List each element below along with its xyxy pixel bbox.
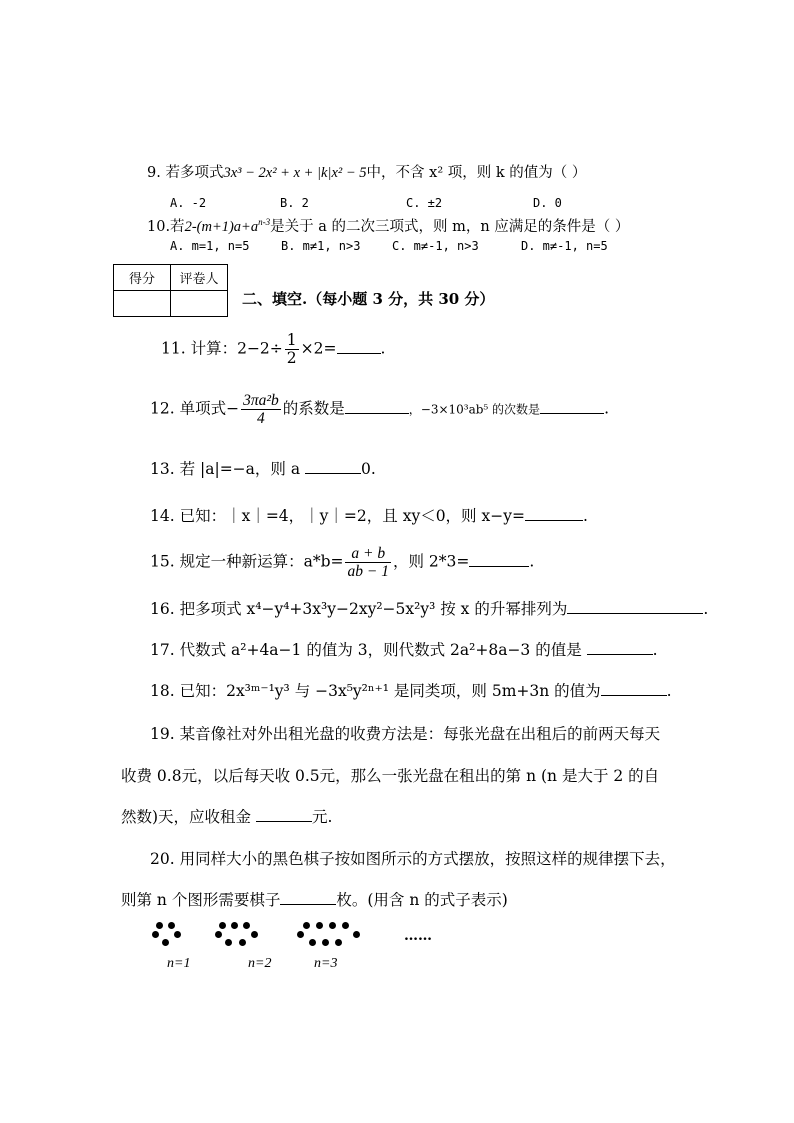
q10-text bbox=[147, 215, 629, 236]
figure-n2 bbox=[215, 922, 263, 946]
piece-dot bbox=[243, 922, 250, 929]
piece-dot bbox=[322, 939, 329, 946]
q10-option-c: C. m≠-1, n>3 bbox=[392, 239, 479, 253]
q15-suffix: ，则 2*3= bbox=[392, 552, 470, 571]
q13-suffix: 0. bbox=[361, 460, 376, 478]
q10-suffix: 是关于 a 的二次三项式，则 m，n 应满足的条件是（ ） bbox=[270, 219, 630, 235]
q17-answer-blank[interactable] bbox=[587, 640, 653, 655]
q20-line2 bbox=[121, 888, 508, 910]
q19-line1: 19. 某音像社对外出租光盘的收费方法是：每张光盘在出租后的前两天每天 bbox=[150, 725, 661, 743]
q9-option-b: B. 2 bbox=[280, 196, 309, 210]
q13-answer-blank[interactable] bbox=[305, 459, 361, 474]
q16-text: 16. 把多项式 x⁴−y⁴+3x³y−2xy²−5x²y³ 按 x 的升幂排列为 . bbox=[150, 600, 709, 618]
q13-text bbox=[150, 457, 376, 479]
q9-option-c: C. ±2 bbox=[406, 196, 443, 210]
q9-text bbox=[147, 161, 586, 182]
q11-denominator: 2 bbox=[286, 349, 297, 368]
figure-label-n3: n=3 bbox=[314, 956, 338, 971]
figure-n3 bbox=[297, 922, 369, 946]
q15-prefix: 15. 规定一种新运算：a*b= bbox=[150, 552, 344, 571]
q11-text: 11. 计算：2−2÷ $\frac{1}{2}$ ×2= . bbox=[161, 331, 386, 368]
q12-prefix: 12. 单项式− bbox=[150, 399, 240, 418]
piece-dot bbox=[225, 939, 232, 946]
q11-prefix: 11. 计算：2−2÷ bbox=[161, 339, 283, 358]
q12-denominator: 4 bbox=[257, 410, 265, 428]
grader-cell[interactable] bbox=[171, 291, 228, 317]
piece-dot bbox=[174, 931, 181, 938]
grader-header: 评卷人 bbox=[171, 265, 228, 291]
piece-dot bbox=[335, 939, 342, 946]
piece-dot bbox=[168, 922, 175, 929]
score-table bbox=[113, 264, 228, 317]
q9-suffix: 中，不含 x² 项，则 k 的值为（ ） bbox=[366, 165, 587, 181]
q16-answer-blank[interactable] bbox=[567, 599, 703, 614]
q12-degree-blank[interactable] bbox=[540, 399, 604, 414]
q12-mid: 的系数是 bbox=[282, 399, 345, 418]
q17-main: 17. 代数式 a²+4a−1 的值为 3，则代数式 2a²+8a−3 的值是 bbox=[150, 641, 582, 659]
figure-ellipsis: …… bbox=[404, 928, 432, 944]
q10-exp: n-3 bbox=[258, 217, 271, 228]
piece-dot bbox=[353, 931, 360, 938]
q19-line3 bbox=[121, 805, 332, 827]
q9-option-d: D. 0 bbox=[533, 196, 562, 210]
q15-fraction bbox=[345, 545, 390, 580]
q15-denominator: ab − 1 bbox=[347, 563, 389, 581]
piece-dot bbox=[297, 931, 304, 938]
q14-answer-blank[interactable] bbox=[525, 506, 583, 521]
q14-text: 14. 已知：｜x｜=4，｜y｜=2，且 xy＜0，则 x−y= . bbox=[150, 507, 588, 525]
q12-text: 12. 单项式− $\frac{\text{3πa²b}}{4}$ 的系数是 ，−3×10³ab⁵ 的次数是 . bbox=[150, 392, 609, 428]
q19-line2: 收费 0.8元，以后每天收 0.5元，那么一张光盘在租出的第 n (n 是大于 2 的自 bbox=[121, 767, 660, 785]
piece-dot bbox=[215, 931, 222, 938]
q14-main: 14. 已知：｜x｜=4，｜y｜=2，且 xy＜0，则 x−y= bbox=[150, 507, 525, 525]
piece-dot bbox=[162, 939, 169, 946]
figure-label-n2: n=2 bbox=[248, 956, 272, 971]
q11-numerator: 1 bbox=[286, 331, 297, 349]
score-header: 得分 bbox=[114, 265, 171, 291]
figure-label-n1: n=1 bbox=[167, 956, 191, 971]
q10-option-a: A. m=1, n=5 bbox=[170, 239, 250, 253]
piece-dot bbox=[231, 922, 238, 929]
q19-answer-blank[interactable] bbox=[256, 807, 312, 822]
q19-line3-suffix: 元. bbox=[312, 808, 333, 826]
q16-main: 16. 把多项式 x⁴−y⁴+3x³y−2xy²−5x²y³ 按 x 的升幂排列为 bbox=[150, 600, 568, 618]
section-title: 二、填空.（每小题 3 分，共 30 分） bbox=[242, 290, 495, 308]
q15-answer-blank[interactable] bbox=[469, 552, 529, 567]
q10-option-b: B. m≠1, n>3 bbox=[281, 239, 361, 253]
q9-expr: 3x³ − 2x² + x + |k|x² − 5 bbox=[223, 165, 367, 181]
q18-text: 18. 已知：2x³ᵐ⁻¹y³ 与 −3x⁵y²ⁿ⁺¹ 是同类项，则 5m+3n 的值为 . bbox=[150, 682, 672, 700]
q10-prefix: 10.若 bbox=[147, 219, 185, 235]
q12-mid2: ，−3×10³ab⁵ 的次数是 bbox=[408, 402, 541, 417]
piece-dot bbox=[316, 922, 323, 929]
piece-dot bbox=[152, 931, 159, 938]
piece-dot bbox=[251, 931, 258, 938]
piece-dot bbox=[156, 922, 163, 929]
piece-dot bbox=[239, 939, 246, 946]
q13-main: 13. 若 |a|=−a，则 a bbox=[150, 460, 301, 478]
piece-dot bbox=[303, 922, 310, 929]
q15-numerator: a + b bbox=[345, 545, 390, 563]
q20-line2-text: 则第 n 个图形需要棋子 bbox=[121, 891, 281, 909]
q11-fraction bbox=[285, 332, 299, 367]
figure-n1 bbox=[152, 922, 184, 946]
q20-line1: 20. 用同样大小的黑色棋子按如图所示的方式摆放，按照这样的规律摆下去， bbox=[150, 850, 676, 868]
q20-answer-blank[interactable] bbox=[280, 890, 336, 905]
q11-answer-blank[interactable] bbox=[337, 339, 381, 354]
piece-dot bbox=[329, 922, 336, 929]
q11-suffix: ×2= bbox=[300, 339, 337, 358]
piece-dot bbox=[342, 922, 349, 929]
piece-dot bbox=[309, 939, 316, 946]
q12-numerator: 3πa²b bbox=[243, 392, 279, 409]
q18-main: 18. 已知：2x³ᵐ⁻¹y³ 与 −3x⁵y²ⁿ⁺¹ 是同类项，则 5m+3n 的值为 bbox=[150, 682, 601, 700]
q18-answer-blank[interactable] bbox=[601, 681, 667, 696]
q17-text: 17. 代数式 a²+4a−1 的值为 3，则代数式 2a²+8a−3 的值是 . bbox=[150, 641, 658, 659]
q10-expr: 2-(m+1)a+a bbox=[184, 219, 259, 235]
q19-line3-text: 然数)天，应收租金 bbox=[121, 808, 252, 826]
q10-option-d: D. m≠-1, n=5 bbox=[521, 239, 608, 253]
q12-fraction bbox=[241, 392, 281, 427]
piece-dot bbox=[219, 922, 226, 929]
q20-line2-suffix: 枚。(用含 n 的式子表示) bbox=[336, 891, 508, 909]
q9-option-a: A. -2 bbox=[170, 196, 207, 210]
q9-prefix: 9. 若多项式 bbox=[147, 165, 224, 181]
score-cell[interactable] bbox=[114, 291, 171, 317]
q15-text: 15. 规定一种新运算：a*b= $\frac{a + b}{ab - 1}$ ，则 2*3= . bbox=[150, 545, 535, 581]
q12-coefficient-blank[interactable] bbox=[345, 399, 409, 414]
